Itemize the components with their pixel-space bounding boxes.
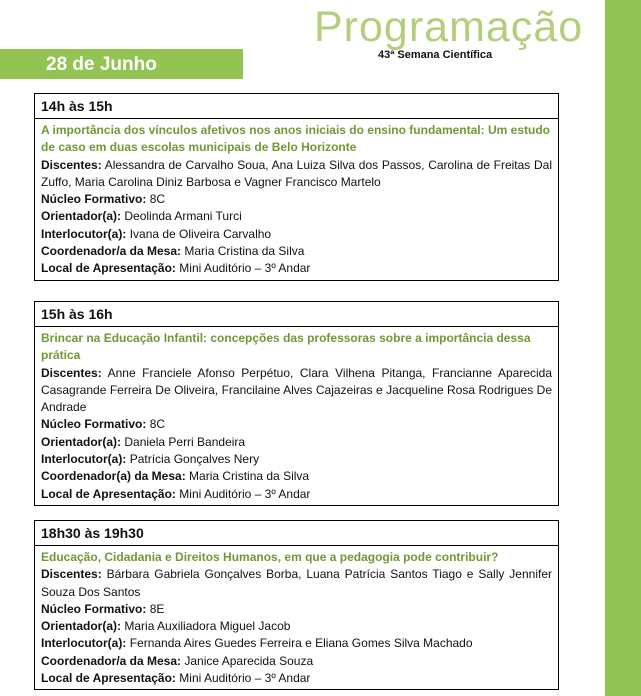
side-accent-bar bbox=[605, 0, 641, 696]
coordenador-row bbox=[41, 243, 552, 260]
local-value: Mini Auditório – 3º Andar bbox=[179, 671, 311, 686]
discentes-label: Discentes: bbox=[41, 567, 102, 582]
session-block-2 bbox=[34, 301, 559, 506]
orientador-value: Deolinda Armani Turci bbox=[124, 209, 242, 224]
nucleo-label: Núcleo Formativo: bbox=[41, 192, 147, 207]
interlocutor-label: Interlocutor(a): bbox=[41, 452, 127, 467]
local-row bbox=[41, 670, 552, 687]
interlocutor-row bbox=[41, 635, 552, 652]
session-body bbox=[35, 327, 558, 505]
interlocutor-value: Fernanda Aires Guedes Ferreira e Eliana Gomes Silva Machado bbox=[129, 636, 473, 651]
local-row bbox=[41, 486, 552, 503]
session-time: 14h às 15h bbox=[35, 94, 558, 119]
session-body bbox=[35, 546, 558, 689]
nucleo-row bbox=[41, 416, 552, 433]
orientador-value: Daniela Perri Bandeira bbox=[124, 434, 246, 449]
session-title: A importância dos vínculos afetivos nos anos iniciais do ensino fundamental: Um estudo de caso em duas escolas municipais de Belo Horizonte bbox=[41, 123, 550, 155]
orientador-label: Orientador(a): bbox=[41, 619, 122, 634]
coordenador-value: Janice Aparecida Souza bbox=[184, 653, 314, 668]
coordenador-row bbox=[41, 653, 552, 670]
discentes-value: Alessandra de Carvalho Soua, Ana Luiza Silva dos Passos, Carolina de Freitas Dal Zuffo, Maria Carolina Diniz Barbosa e Vagner Francisco Martelo bbox=[41, 157, 553, 189]
orientador-label: Orientador(a): bbox=[41, 434, 122, 449]
orientador-row bbox=[41, 208, 552, 225]
local-label: Local de Apresentação: bbox=[41, 671, 176, 686]
discentes-row bbox=[41, 365, 552, 417]
session-title: Brincar na Educação Infantil: concepções das professoras sobre a importância dessa prática bbox=[41, 331, 531, 363]
local-label: Local de Apresentação: bbox=[41, 486, 176, 501]
interlocutor-label: Interlocutor(a): bbox=[41, 226, 127, 241]
discentes-label: Discentes: bbox=[41, 365, 102, 380]
interlocutor-value: Ivana de Oliveira Carvalho bbox=[129, 226, 272, 241]
discentes-value: Bárbara Gabriela Gonçalves Borba, Luana Patrícia Santos Tiago e Sally Jennifer Souza Dos Santos bbox=[41, 567, 552, 599]
date-banner: 28 de Junho bbox=[0, 49, 243, 79]
interlocutor-value: Patrícia Gonçalves Nery bbox=[129, 452, 260, 467]
session-block-1 bbox=[34, 93, 559, 281]
orientador-label: Orientador(a): bbox=[41, 209, 122, 224]
nucleo-row bbox=[41, 601, 552, 618]
interlocutor-label: Interlocutor(a): bbox=[41, 636, 127, 651]
coordenador-row bbox=[41, 468, 552, 485]
coordenador-label: Coordenador/a da Mesa: bbox=[41, 653, 182, 668]
page-subtitle: 43ª Semana Científica bbox=[378, 49, 493, 61]
local-value: Mini Auditório – 3º Andar bbox=[179, 486, 311, 501]
discentes-row bbox=[41, 157, 552, 192]
discentes-label: Discentes: bbox=[41, 157, 102, 172]
nucleo-label: Núcleo Formativo: bbox=[41, 601, 147, 616]
interlocutor-row bbox=[41, 226, 552, 243]
page-title: Programação bbox=[314, 3, 584, 51]
session-title: Educação, Cidadania e Direitos Humanos, em que a pedagogia pode contribuir? bbox=[41, 550, 499, 564]
nucleo-value: 8C bbox=[149, 417, 166, 432]
orientador-row bbox=[41, 434, 552, 451]
local-label: Local de Apresentação: bbox=[41, 261, 176, 276]
local-row bbox=[41, 260, 552, 277]
session-time: 18h30 às 19h30 bbox=[35, 521, 558, 546]
nucleo-label: Núcleo Formativo: bbox=[41, 417, 147, 432]
orientador-row bbox=[41, 618, 552, 635]
nucleo-value: 8E bbox=[149, 601, 165, 616]
coordenador-value: Maria Cristina da Silva bbox=[189, 469, 310, 484]
nucleo-value: 8C bbox=[149, 192, 166, 207]
nucleo-row bbox=[41, 191, 552, 208]
orientador-value: Maria Auxiliadora Miguel Jacob bbox=[124, 619, 291, 634]
session-time: 15h às 16h bbox=[35, 302, 558, 327]
discentes-value: Anne Franciele Afonso Perpétuo, Clara Vilhena Pitanga, Francianne Aparecida Casagrande Ferreira De Oliveira, Francilaine Alves Cajazeiras e Jacqueline Rosa Rodrigues De Andrade bbox=[41, 365, 553, 415]
session-body bbox=[35, 119, 558, 280]
interlocutor-row bbox=[41, 451, 552, 468]
coordenador-label: Coordenador/a da Mesa: bbox=[41, 244, 182, 259]
session-block-3 bbox=[34, 520, 559, 690]
coordenador-label: Coordenador(a) da Mesa: bbox=[41, 469, 186, 484]
discentes-row bbox=[41, 566, 552, 601]
local-value: Mini Auditório – 3º Andar bbox=[179, 261, 311, 276]
coordenador-value: Maria Cristina da Silva bbox=[184, 244, 305, 259]
